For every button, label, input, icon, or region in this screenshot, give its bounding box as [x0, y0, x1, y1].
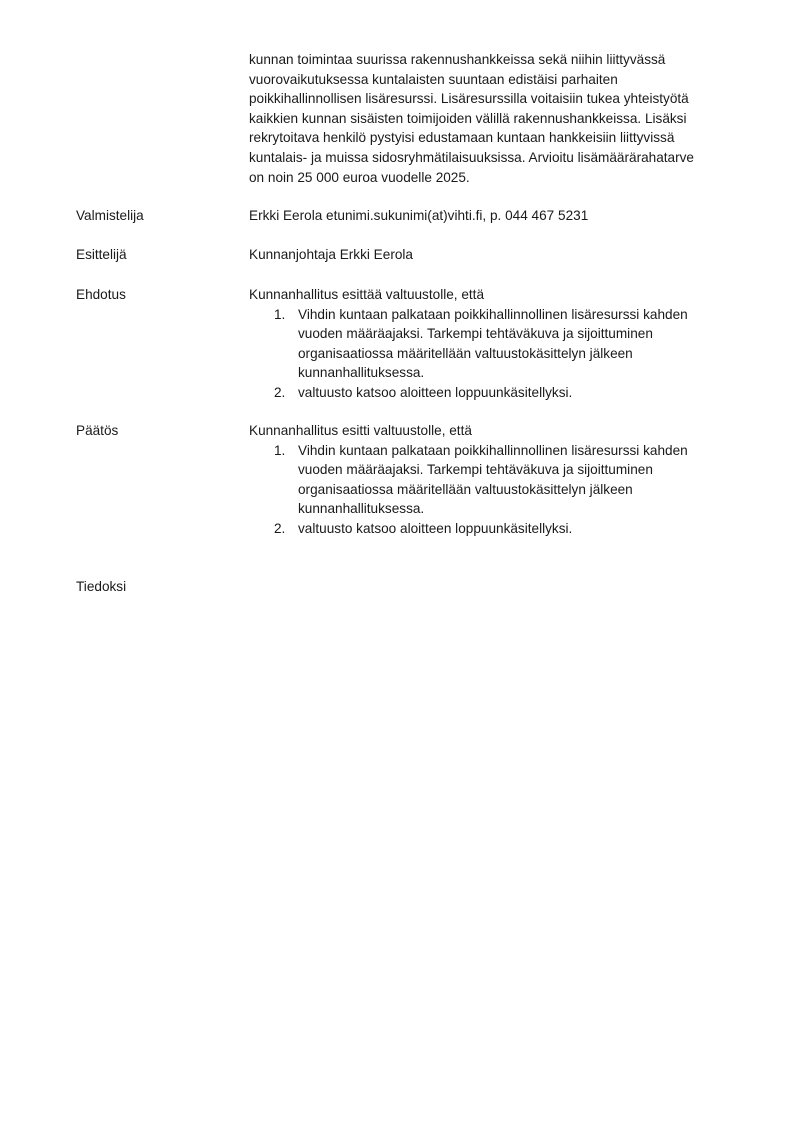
valmistelija-value: Erkki Eerola etunimi.sukunimi(at)vihti.fi, p. 044 467 5231	[249, 208, 589, 223]
list-item-line: vuoden määräajaksi. Tarkempi tehtäväkuva ja sijoittuminen	[298, 462, 653, 478]
list-item-number: 2.	[274, 384, 286, 400]
paatos-label: Päätös	[76, 423, 119, 438]
paatos-lead: Kunnanhallitus esitti valtuustolle, että	[249, 423, 472, 438]
list-item	[249, 383, 749, 403]
list-item-number: 2.	[274, 520, 286, 536]
list-item-line: kunnanhallituksessa.	[298, 365, 425, 381]
tiedoksi-label: Tiedoksi	[76, 579, 127, 594]
intro-line: kaikkien kunnan sisäisten toimijoiden välillä rakennushankkeissa. Lisäksi	[249, 110, 687, 126]
intro-paragraph	[249, 50, 739, 187]
list-item-line: organisaatiossa määritellään valtuustokäsittelyn jälkeen	[298, 481, 633, 497]
paatos-list	[249, 441, 749, 539]
esittelija-value: Kunnanjohtaja Erkki Eerola	[249, 247, 413, 262]
list-item	[249, 441, 749, 519]
ehdotus-label: Ehdotus	[76, 287, 126, 302]
intro-line: poikkihallinnollisen lisäresurssi. Lisäresurssilla voitaisiin tukea yhteistyötä	[249, 91, 689, 107]
intro-line: rekrytoitava henkilö pystyisi edustamaan kuntaan hankkeisiin liittyvissä	[249, 130, 675, 146]
list-item-line: valtuusto katsoo aloitteen loppuunkäsitellyksi.	[298, 384, 573, 400]
intro-line: on noin 25 000 euroa vuodelle 2025.	[249, 169, 470, 185]
list-item	[249, 519, 749, 539]
paatos-content	[249, 421, 749, 539]
ehdotus-lead: Kunnanhallitus esittää valtuustolle, että	[249, 287, 485, 302]
intro-line: kunnan toimintaa suurissa rakennushankkeissa sekä niihin liittyvässä	[249, 52, 666, 67]
list-item-line: kunnanhallituksessa.	[298, 501, 425, 517]
ehdotus-list	[249, 305, 749, 403]
list-item-line: Vihdin kuntaan palkataan poikkihallinnollinen lisäresurssi kahden	[298, 442, 688, 458]
valmistelija-label: Valmistelija	[76, 208, 144, 223]
list-item-line: vuoden määräajaksi. Tarkempi tehtäväkuva ja sijoittuminen	[298, 326, 653, 342]
esittelija-label: Esittelijä	[76, 247, 127, 262]
list-item-number: 1.	[274, 306, 286, 322]
ehdotus-content	[249, 285, 749, 403]
intro-line: kuntalais- ja muissa sidosryhmätilaisuuksissa. Arvioitu lisämäärärahatarve	[249, 149, 694, 165]
list-item	[249, 305, 749, 383]
list-item-line: valtuusto katsoo aloitteen loppuunkäsitellyksi.	[298, 520, 573, 536]
list-item-line: organisaatiossa määritellään valtuustokäsittelyn jälkeen	[298, 345, 633, 361]
intro-line: vuorovaikutuksessa kuntalaisten suuntaan edistäisi parhaiten	[249, 71, 618, 87]
list-item-number: 1.	[274, 442, 286, 458]
list-item-line: Vihdin kuntaan palkataan poikkihallinnollinen lisäresurssi kahden	[298, 306, 688, 322]
